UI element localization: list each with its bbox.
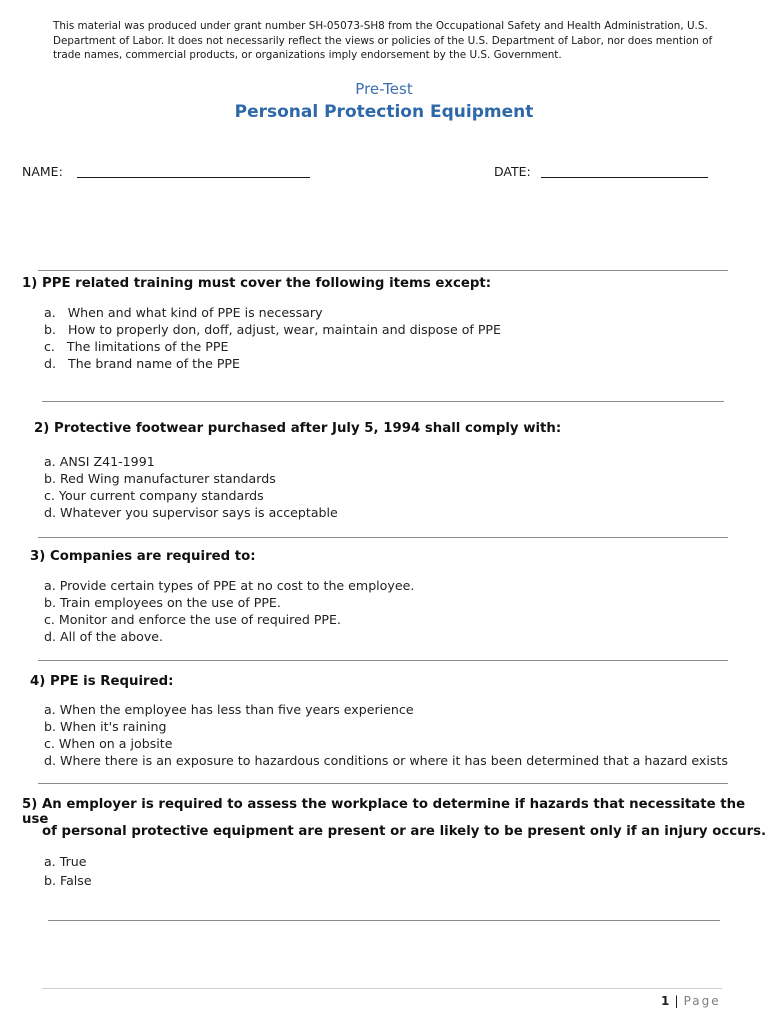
divider [38, 660, 728, 661]
option-item: a. Provide certain types of PPE at no cost to the employee. [44, 578, 415, 593]
divider [38, 270, 728, 271]
question-2: 2) Protective footwear purchased after July 5, 1994 shall comply with: [34, 421, 562, 436]
option-item: b. When it's raining [44, 719, 167, 734]
question-1-options [44, 304, 501, 372]
question-3: 3) Companies are required to: [30, 549, 256, 564]
question-4: 4) PPE is Required: [30, 674, 174, 689]
question-5-line-2: of personal protective equipment are present or are likely to be present only if an injury occurs. [42, 824, 767, 839]
divider [48, 920, 720, 921]
option-item: d. Where there is an exposure to hazardous conditions or where it has been determined that a hazard exists [44, 753, 728, 768]
option-item: c. Your current company standards [44, 488, 264, 503]
option-item: b. Train employees on the use of PPE. [44, 595, 281, 610]
question-3-options [44, 577, 414, 645]
divider [42, 401, 724, 402]
question-5-line-1: 5) An employer is required to assess the workplace to determine if hazards that necessitate the use [22, 797, 746, 827]
footer-rule [42, 988, 722, 989]
option-item: a. When the employee has less than five years experience [44, 702, 414, 717]
page-separator: | [674, 994, 679, 1008]
date-field[interactable] [541, 177, 708, 178]
option-item: d. Whatever you supervisor says is acceptable [44, 505, 338, 520]
question-4-options [44, 701, 728, 769]
date-label: DATE: [494, 164, 531, 179]
document-title: Personal Protection Equipment [234, 102, 534, 122]
option-item: b. How to properly don, doff, adjust, wear, maintain and dispose of PPE [44, 322, 501, 337]
option-item: a. True [44, 854, 87, 869]
page-footer [661, 990, 721, 1009]
option-item: b. Red Wing manufacturer standards [44, 471, 276, 486]
option-item: d. All of the above. [44, 629, 164, 644]
option-item: c. Monitor and enforce the use of required PPE. [44, 612, 341, 627]
grant-disclaimer: This material was produced under grant number SH-05073-SH8 from the Occupational Safety and Health Administration, U.S. Department of Labor. It does not necessarily reflect the views or policies of the U.S. Department of Labor, nor does mention of trade names, commercial products, or organizations imply endorsement by the U.S. Government. [53, 20, 713, 61]
question-2-options [44, 453, 338, 521]
document-subtitle: Pre-Test [355, 80, 413, 98]
name-field[interactable] [77, 177, 310, 178]
page-number: 1 [661, 994, 670, 1008]
name-label: NAME: [22, 164, 63, 179]
option-item: a. When and what kind of PPE is necessary [44, 305, 323, 320]
question-5-options [44, 852, 92, 890]
divider [38, 537, 728, 538]
option-item: d. The brand name of the PPE [44, 356, 240, 371]
divider [38, 783, 728, 784]
option-item: c. When on a jobsite [44, 736, 173, 751]
option-item: a. ANSI Z41-1991 [44, 454, 155, 469]
page-label: Page [683, 994, 721, 1008]
option-item: b. False [44, 873, 92, 888]
option-item: c. The limitations of the PPE [44, 339, 229, 354]
question-1: 1) PPE related training must cover the following items except: [22, 276, 492, 291]
